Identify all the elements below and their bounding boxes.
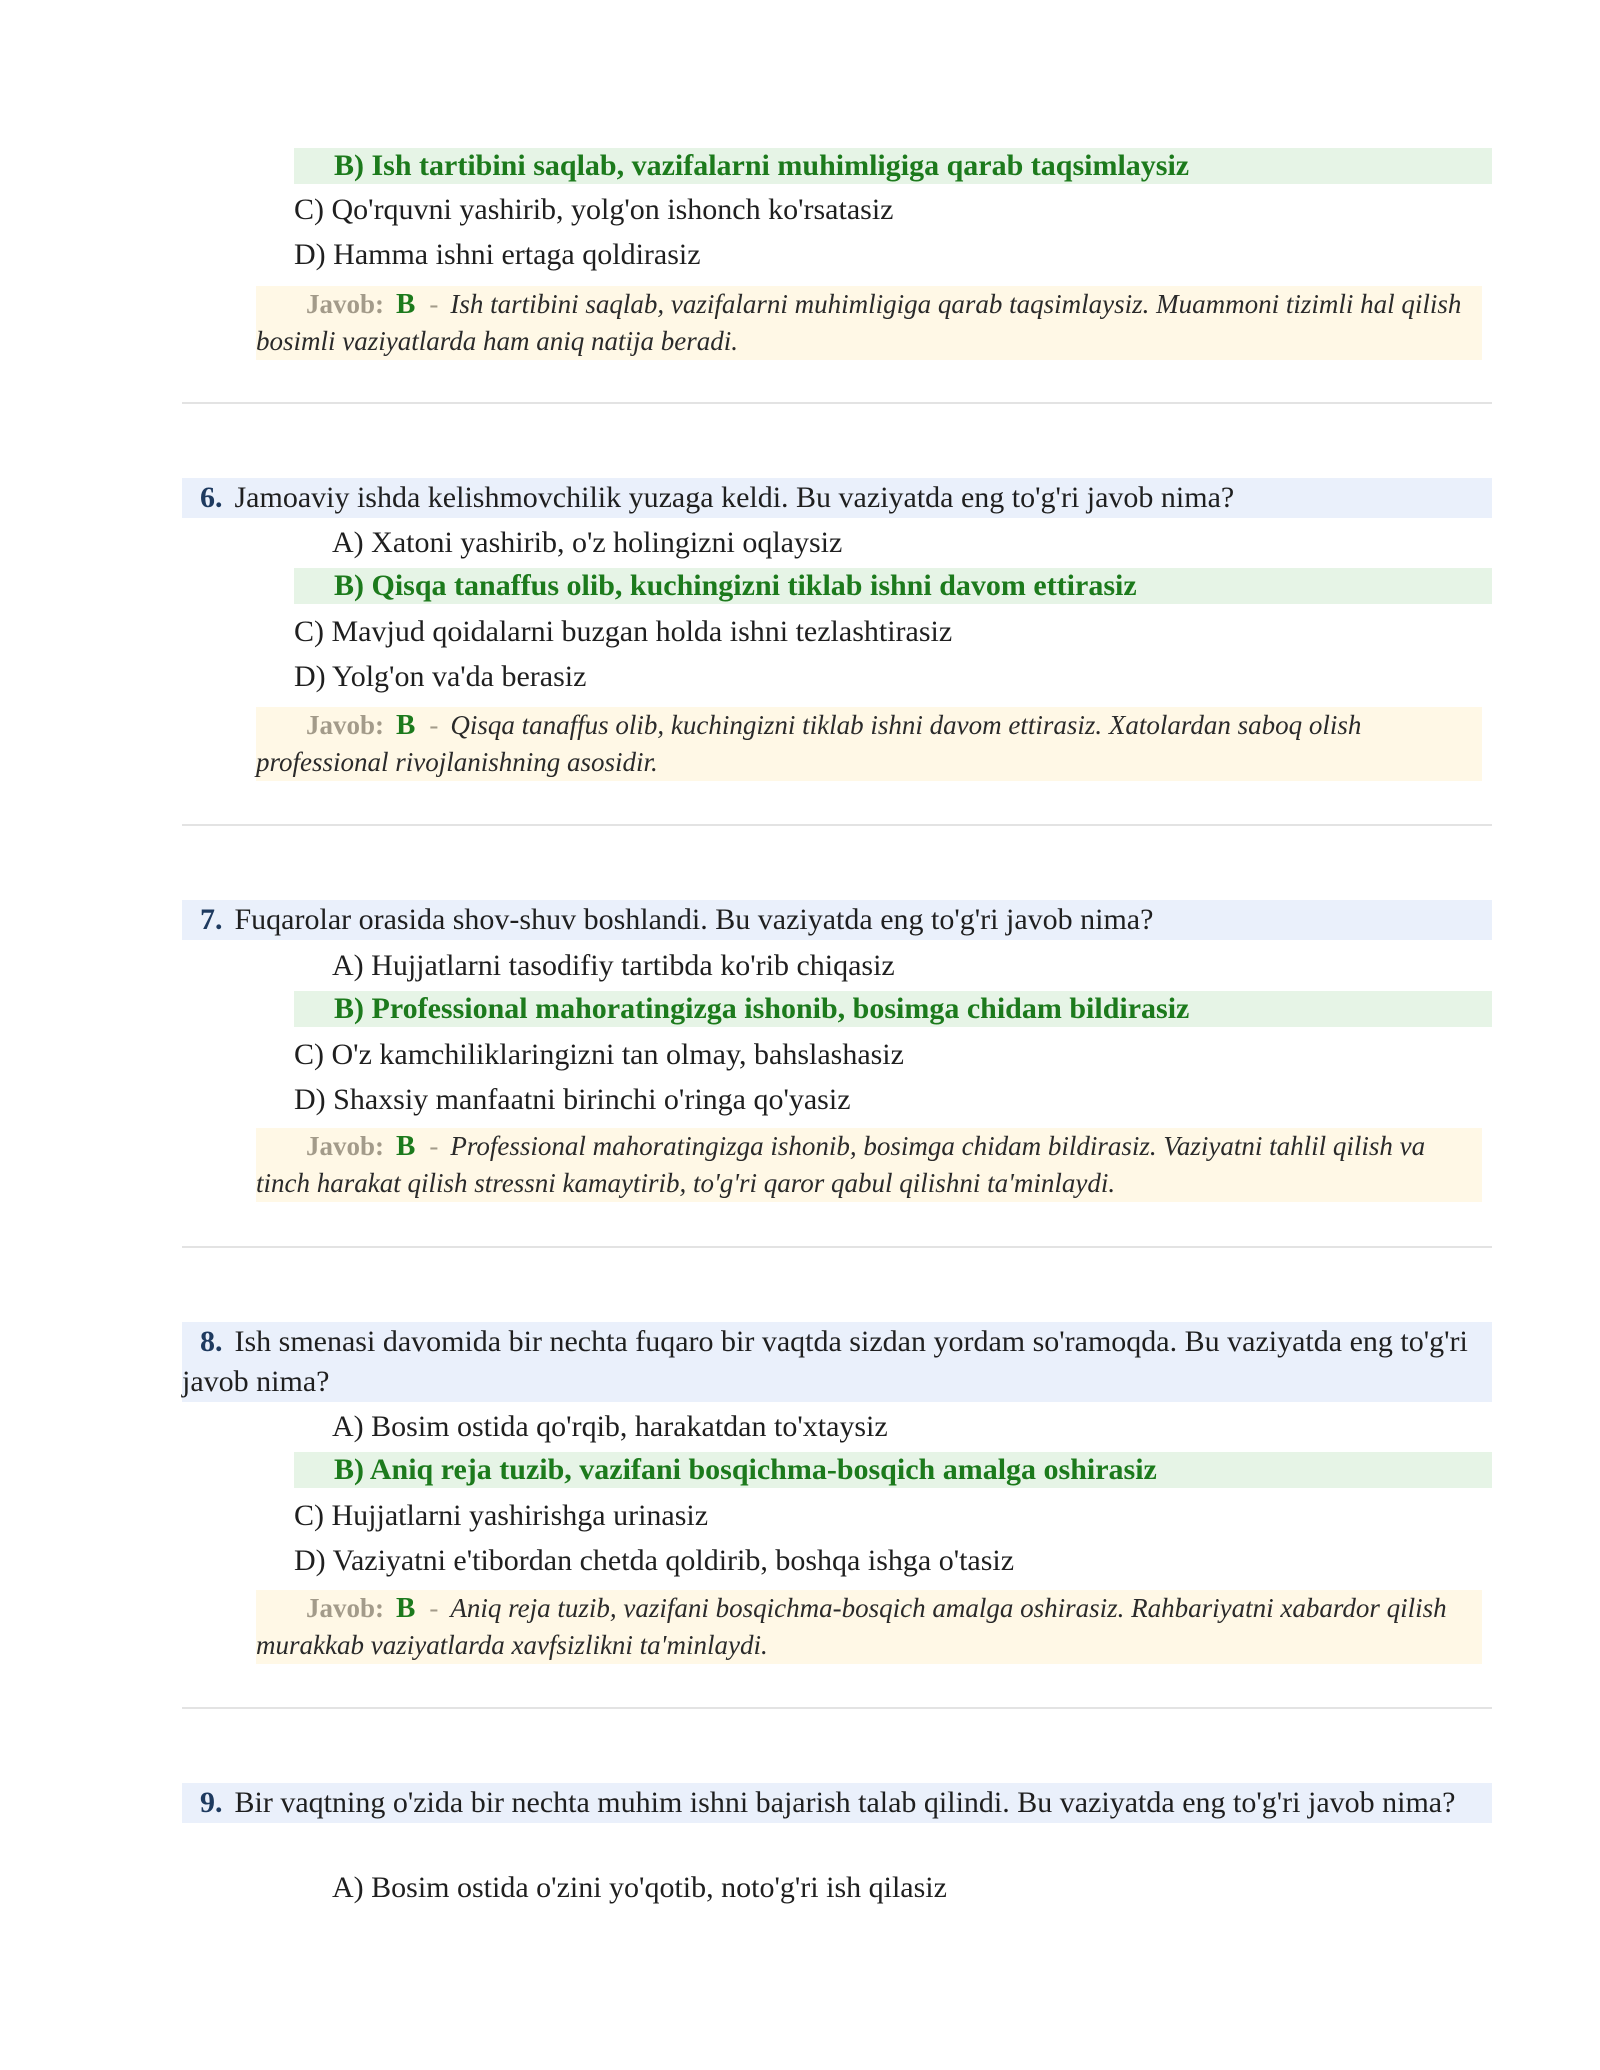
answer-explanation: Ish tartibini saqlab, vazifalarni muhimligiga qarab taqsimlaysiz. Muammoni tizimli hal qilish bosimli vaziyatlarda ham aniq natija beradi.: [256, 289, 1462, 356]
question-9: [182, 1783, 1492, 1823]
answer-label: Javob:: [306, 289, 385, 319]
question-number: 7.: [200, 903, 223, 936]
answer-dash: -: [429, 1593, 439, 1623]
q6-option-a: A) Xatoni yashirib, o'z holingizni oqlaysiz: [332, 526, 843, 559]
divider: [182, 824, 1492, 826]
question-text: Fuqarolar orasida shov-shuv boshlandi. Bu vaziyatda eng to'g'ri javob nima?: [234, 903, 1154, 936]
q5-option-b-correct: B) Ish tartibini saqlab, vazifalarni muhimligiga qarab taqsimlaysiz: [294, 148, 1492, 184]
answer-label: Javob:: [306, 1593, 385, 1623]
divider: [182, 1246, 1492, 1248]
answer-letter: B: [396, 1592, 416, 1624]
q8-option-a: A) Bosim ostida qo'rqib, harakatdan to'xtaysiz: [332, 1410, 888, 1443]
answer-dash: -: [429, 289, 439, 319]
question-7: [182, 900, 1492, 940]
q7-option-d: D) Shaxsiy manfaatni birinchi o'ringa qo'yasiz: [294, 1083, 851, 1116]
q8-option-b-correct: B) Aniq reja tuzib, vazifani bosqichma-bosqich amalga oshirasiz: [294, 1452, 1492, 1488]
question-number: 8.: [200, 1325, 223, 1358]
question-text: Ish smenasi davomida bir nechta fuqaro bir vaqtda sizdan yordam so'ramoqda. Bu vaziyatda eng to'g'ri javob nima?: [182, 1325, 1468, 1398]
question-number: 9.: [200, 1786, 223, 1819]
q7-option-c: C) O'z kamchiliklaringizni tan olmay, bahslashasiz: [294, 1038, 904, 1071]
question-number: 6.: [200, 481, 223, 514]
q7-answer-box: [256, 1128, 1482, 1202]
q8-answer-box: [256, 1590, 1482, 1664]
answer-explanation: Aniq reja tuzib, vazifani bosqichma-bosqich amalga oshirasiz. Rahbariyatni xabardor qilish murakkab vaziyatlarda xavfsizlikni ta'minlaydi.: [256, 1593, 1447, 1660]
q5-option-d: D) Hamma ishni ertaga qoldirasiz: [294, 238, 701, 271]
q6-option-d: D) Yolg'on va'da berasiz: [294, 660, 587, 693]
answer-explanation: Professional mahoratingizga ishonib, bosimga chidam bildirasiz. Vaziyatni tahlil qilish va tinch harakat qilish stressni kamaytirib, to'g'ri qaror qabul qilishni ta'minlaydi.: [256, 1131, 1426, 1198]
question-text: Jamoaviy ishda kelishmovchilik yuzaga keldi. Bu vaziyatda eng to'g'ri javob nima?: [234, 481, 1235, 514]
answer-letter: B: [396, 288, 416, 320]
q8-option-d: D) Vaziyatni e'tibordan chetda qoldirib, boshqa ishga o'tasiz: [294, 1544, 1015, 1577]
q7-option-b-correct: B) Professional mahoratingizga ishonib, bosimga chidam bildirasiz: [294, 991, 1492, 1027]
answer-dash: -: [429, 1131, 439, 1161]
divider: [182, 402, 1492, 404]
answer-dash: -: [429, 710, 439, 740]
q6-option-b-correct: B) Qisqa tanaffus olib, kuchingizni tiklab ishni davom ettirasiz: [294, 568, 1492, 604]
answer-letter: B: [396, 1130, 416, 1162]
q5-answer-box: [256, 286, 1482, 360]
question-6: [182, 478, 1492, 518]
q8-option-c: C) Hujjatlarni yashirishga urinasiz: [294, 1499, 709, 1532]
q5-option-c: C) Qo'rquvni yashirib, yolg'on ishonch ko'rsatasiz: [294, 193, 894, 226]
answer-letter: B: [396, 709, 416, 741]
answer-explanation: Qisqa tanaffus olib, kuchingizni tiklab ishni davom ettirasiz. Xatolardan saboq olish professional rivojlanishning asosidir.: [256, 710, 1362, 777]
q9-option-a: A) Bosim ostida o'zini yo'qotib, noto'g'ri ish qilasiz: [332, 1871, 947, 1904]
q6-answer-box: [256, 707, 1482, 781]
question-text: Bir vaqtning o'zida bir nechta muhim ishni bajarish talab qilindi. Bu vaziyatda eng to'g'ri javob nima?: [234, 1786, 1456, 1819]
q6-option-c: C) Mavjud qoidalarni buzgan holda ishni tezlashtirasiz: [294, 615, 953, 648]
answer-label: Javob:: [306, 1131, 385, 1161]
q7-option-a: A) Hujjatlarni tasodifiy tartibda ko'rib chiqasiz: [332, 949, 895, 982]
question-8: [182, 1322, 1492, 1402]
divider: [182, 1707, 1492, 1709]
answer-label: Javob:: [306, 710, 385, 740]
